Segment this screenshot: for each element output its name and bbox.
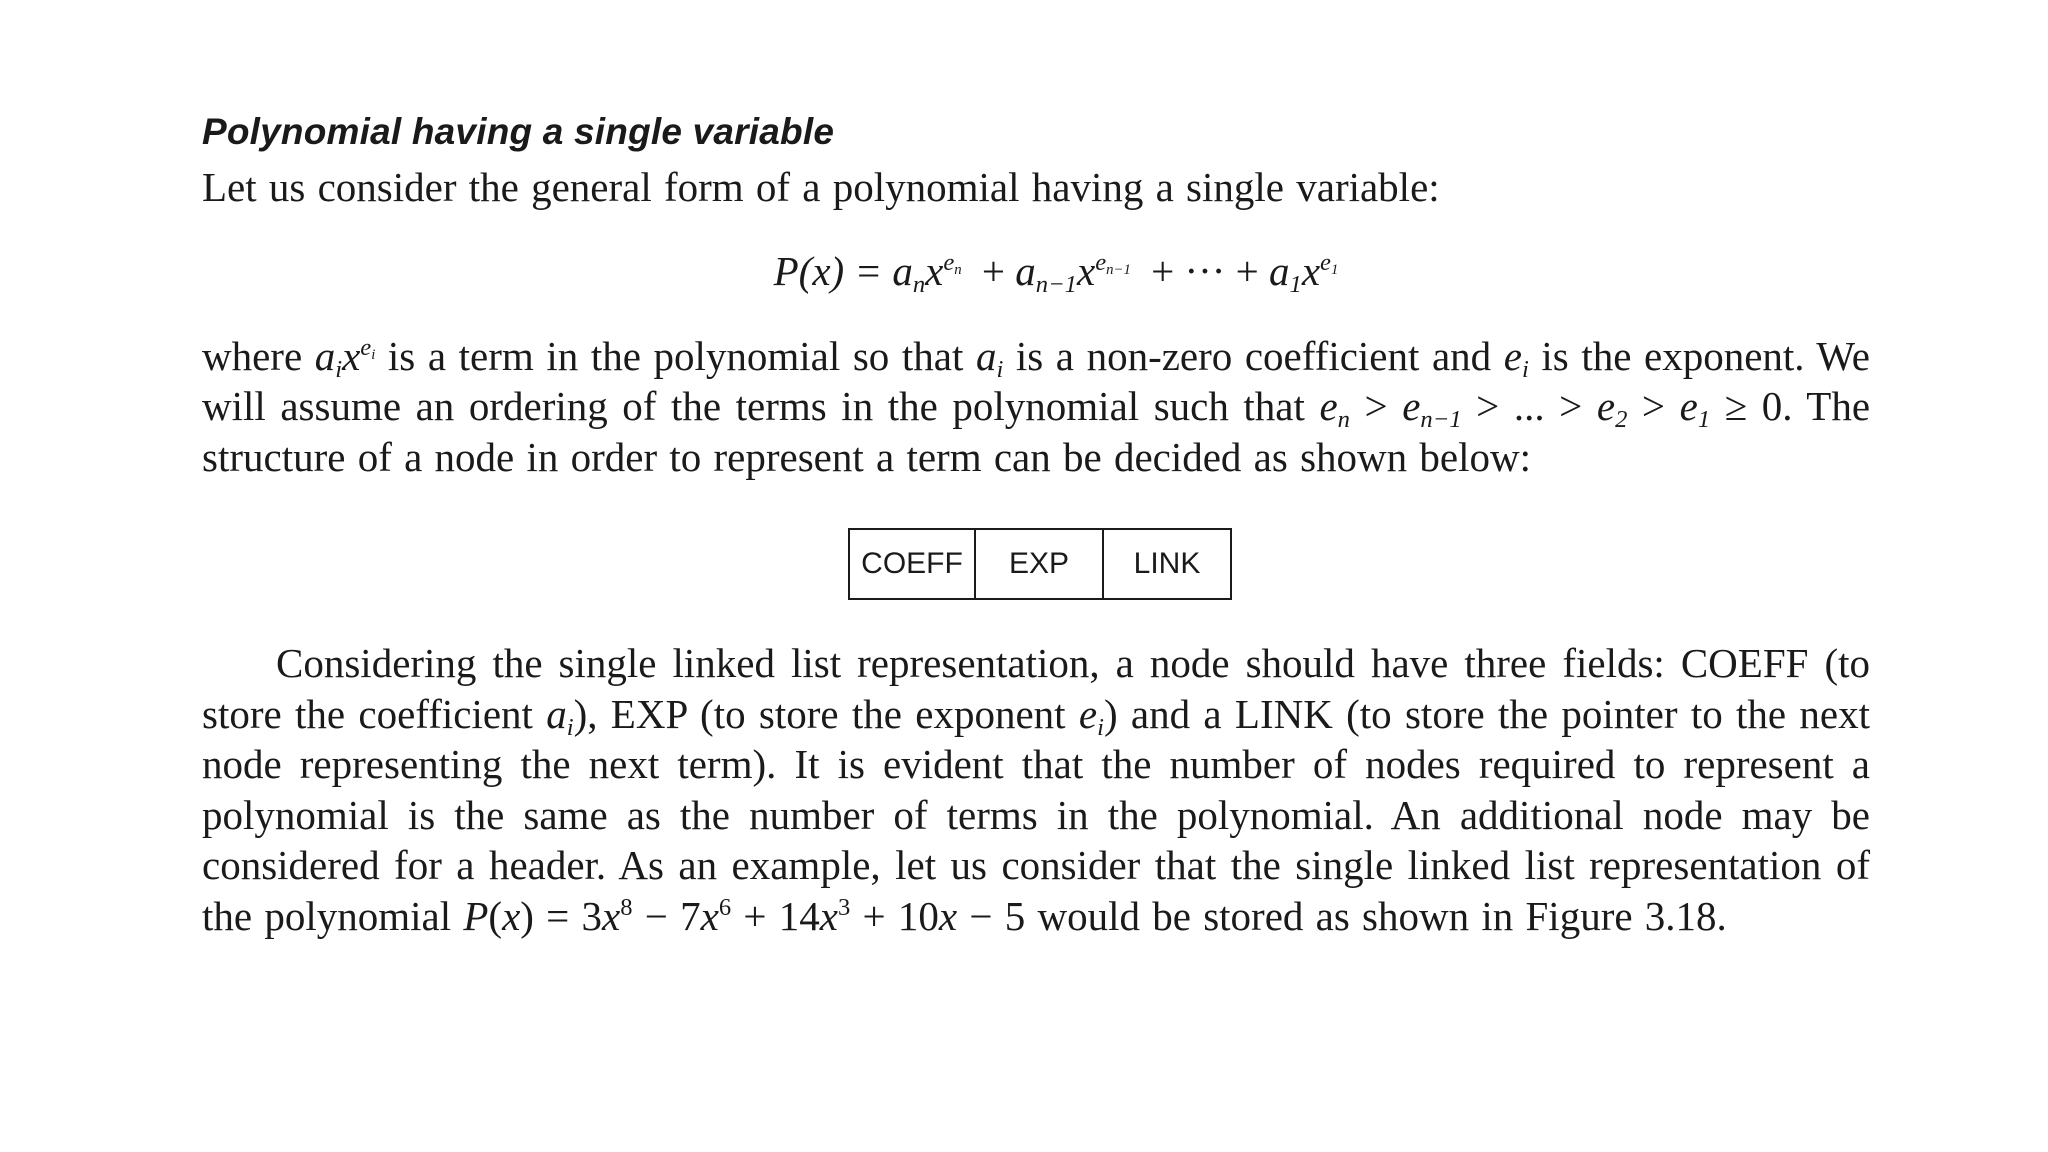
p2-coef-sub: i: [996, 355, 1004, 383]
eq-term2-coef-sub: n−1: [1035, 270, 1077, 298]
p2-term-exp: e: [360, 333, 372, 361]
p3-x3-exp: 3: [838, 893, 851, 921]
eq-term3-exp-sub: 1: [1330, 262, 1339, 279]
p3-poly-close: ) = 3: [520, 892, 603, 939]
p3-poly-x: x: [502, 892, 521, 939]
p3-x3: x: [819, 892, 838, 939]
p3-exp-sub: i: [1097, 713, 1104, 741]
p3-x8: x: [602, 892, 621, 939]
p2-e1-sub: 1: [1697, 406, 1711, 434]
eq-term1-exp: e: [943, 248, 955, 276]
eq-term1-var: x: [925, 247, 944, 294]
p3-x1: x: [938, 892, 958, 939]
eq-term3-var: x: [1301, 247, 1321, 294]
p3-coef: a: [546, 690, 567, 737]
eq-plus-dots: + ··· +: [1151, 247, 1259, 294]
p2-en: e: [1319, 383, 1338, 429]
p2-en1: e: [1402, 383, 1421, 429]
p2-term-coef: a: [314, 332, 336, 379]
node-field-coeff: COEFF: [861, 547, 963, 580]
p2-e1: e: [1679, 383, 1698, 429]
p3-minus-7: − 7: [632, 892, 701, 939]
p2-text-1: where: [202, 332, 315, 379]
p2-exp-sub: i: [1521, 355, 1529, 383]
p3-text-4: − 5 would be stored as shown in Figure 3.18.: [957, 892, 1727, 939]
p2-gt-3: >: [1627, 383, 1680, 429]
p3-plus-10: + 10: [850, 892, 939, 939]
p3-x8-exp: 8: [620, 893, 633, 921]
p2-term-exp-sub: i: [371, 347, 376, 364]
p3-exp: e: [1078, 690, 1098, 737]
eq-term3-coef-sub: 1: [1289, 270, 1302, 298]
node-field-link: LINK: [1102, 530, 1230, 598]
p2-coef: a: [975, 332, 997, 379]
p3-text-3: ) and a LINK (to store the pointer to the next node representing the next term). It is evident that the number of nodes required to represent a polynomial is the same as the number of terms in the polynomial. An additional node may be considered for a header. As an example, let us consider that the single linked list representation of the polynomial: [202, 690, 1870, 939]
eq-term1-exp-sub: n: [954, 262, 962, 279]
eq-term3-coef: a: [1269, 247, 1290, 294]
p3-poly-open: (: [488, 892, 503, 939]
p3-poly-p: P: [463, 892, 489, 939]
p2-en1-sub: n−1: [1420, 406, 1462, 434]
node-field-exp: EXP: [974, 530, 1102, 598]
eq-term3-exp: e: [1320, 248, 1331, 276]
p3-text-1: Considering the single linked list representation, a node should have three fields: COEFF (to store the coefficient: [202, 640, 1870, 737]
section-heading: Polynomial having a single variable: [202, 111, 835, 152]
eq-plus-1: +: [981, 247, 1006, 294]
polynomial-equation: [202, 245, 1870, 297]
p2-text-5: ≥ 0. The structure of a node in order to represent a term can be decided as shown below:: [202, 383, 1871, 480]
p3-x6: x: [700, 892, 719, 939]
node-box: [848, 528, 1232, 600]
p2-gt-1: >: [1349, 383, 1403, 429]
p3-x6-exp: 6: [718, 893, 732, 921]
p2-exp: e: [1503, 332, 1522, 379]
p3-plus-14: + 14: [731, 892, 820, 939]
eq-term2-coef: a: [1015, 247, 1036, 294]
p2-e2: e: [1596, 383, 1616, 429]
document-page: [202, 108, 1870, 941]
p2-text-2: is a term in the polynomial so that: [375, 332, 976, 379]
eq-lhs: P(x) =: [773, 247, 893, 294]
p2-gt-2: > ... >: [1461, 383, 1597, 429]
p3-coef-sub: i: [566, 713, 574, 741]
eq-term1-coef: a: [892, 247, 913, 294]
p2-text-4: is the exponent. We will assume an ordering of the terms in the polynomial such that: [202, 332, 1870, 429]
linked-list-paragraph: [202, 638, 1870, 941]
eq-term1-coef-sub: n: [912, 270, 926, 298]
eq-term2-exp-sub: n−1: [1106, 262, 1131, 279]
p3-text-2: ), EXP (to store the exponent: [573, 690, 1079, 737]
p2-term-coef-sub: i: [335, 355, 343, 383]
eq-term2-var: x: [1076, 247, 1096, 294]
p2-en-sub: n: [1337, 406, 1350, 434]
p2-e2-sub: 2: [1615, 406, 1628, 434]
p2-term-var: x: [342, 332, 361, 379]
term-description-paragraph: [202, 331, 1870, 483]
node-structure-diagram: [202, 528, 1870, 600]
eq-term2-exp: e: [1095, 248, 1107, 276]
p2-text-3: is a non-zero coefficient and: [1003, 332, 1504, 379]
intro-paragraph: Let us consider the general form of a polynomial having a single variable:: [202, 164, 1440, 210]
